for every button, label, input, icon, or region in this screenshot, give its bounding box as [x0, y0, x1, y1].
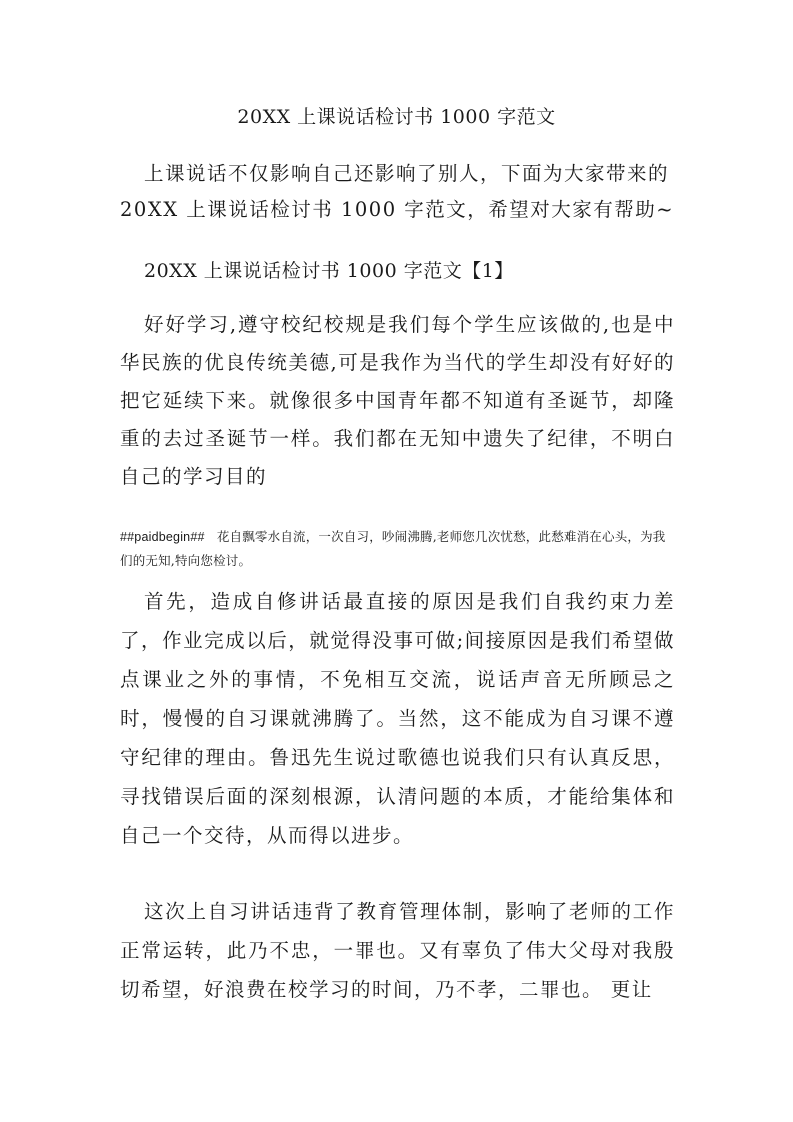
intro-line-1: 上课说话不仅影响自己还影响了别人，下面为大家带来的 — [144, 162, 670, 185]
document-title: 20XX 上课说话检讨书 1000 字范文 — [237, 106, 556, 128]
body-paragraph-2 — [120, 582, 675, 855]
paid-marker: ##paidbegin## — [120, 530, 205, 544]
excerpt-text: 花自飘零水自流，一次自习，吵闹沸腾,老师您几次忧愁，此愁难消在心头，为我们的无知,特向您检讨。 — [120, 529, 666, 568]
body-paragraph-1 — [120, 306, 675, 496]
paragraph-2-text: 首先，造成自修讲话最直接的原因是我们自我约束力差了，作业完成以后，就觉得没事可做;间接原因是我们希望做点课业之外的事情，不免相互交流，说话声音无所顾忌之时，慢慢的自习课就沸腾了。当然，这不能成为自习课不遵守纪律的理由。鲁迅先生说过歌德也说我们只有认真反思，寻找错误后面的深刻根源，认清问题的本质，才能给集体和自己一个交待，从而得以进步。 — [120, 590, 675, 847]
paragraph-1-text: 好好学习,遵守校纪校规是我们每个学生应该做的,也是中华民族的优良传统美德,可是我作为当代的学生却没有好好的把它延续下来。就像很多中国青年都不知道有圣诞节，却隆重的去过圣诞节一样。我们都在无知中遗失了纪律，不明白自己的学习目的 — [120, 313, 675, 488]
excerpt-note — [120, 525, 675, 572]
intro-line-2: 20XX 上课说话检讨书 1000 字范文，希望对大家有帮助~ — [120, 198, 675, 221]
body-paragraph-3 — [120, 892, 675, 1009]
section-heading: 20XX 上课说话检讨书 1000 字范文【1】 — [144, 260, 514, 282]
intro-paragraph — [120, 156, 675, 228]
paragraph-3-text: 这次上自习讲话违背了教育管理体制，影响了老师的工作正常运转，此乃不忠，一罪也。又有辜负了伟大父母对我殷切希望，好浪费在校学习的时间，乃不孝，二罪也。 更让 — [120, 900, 675, 1001]
